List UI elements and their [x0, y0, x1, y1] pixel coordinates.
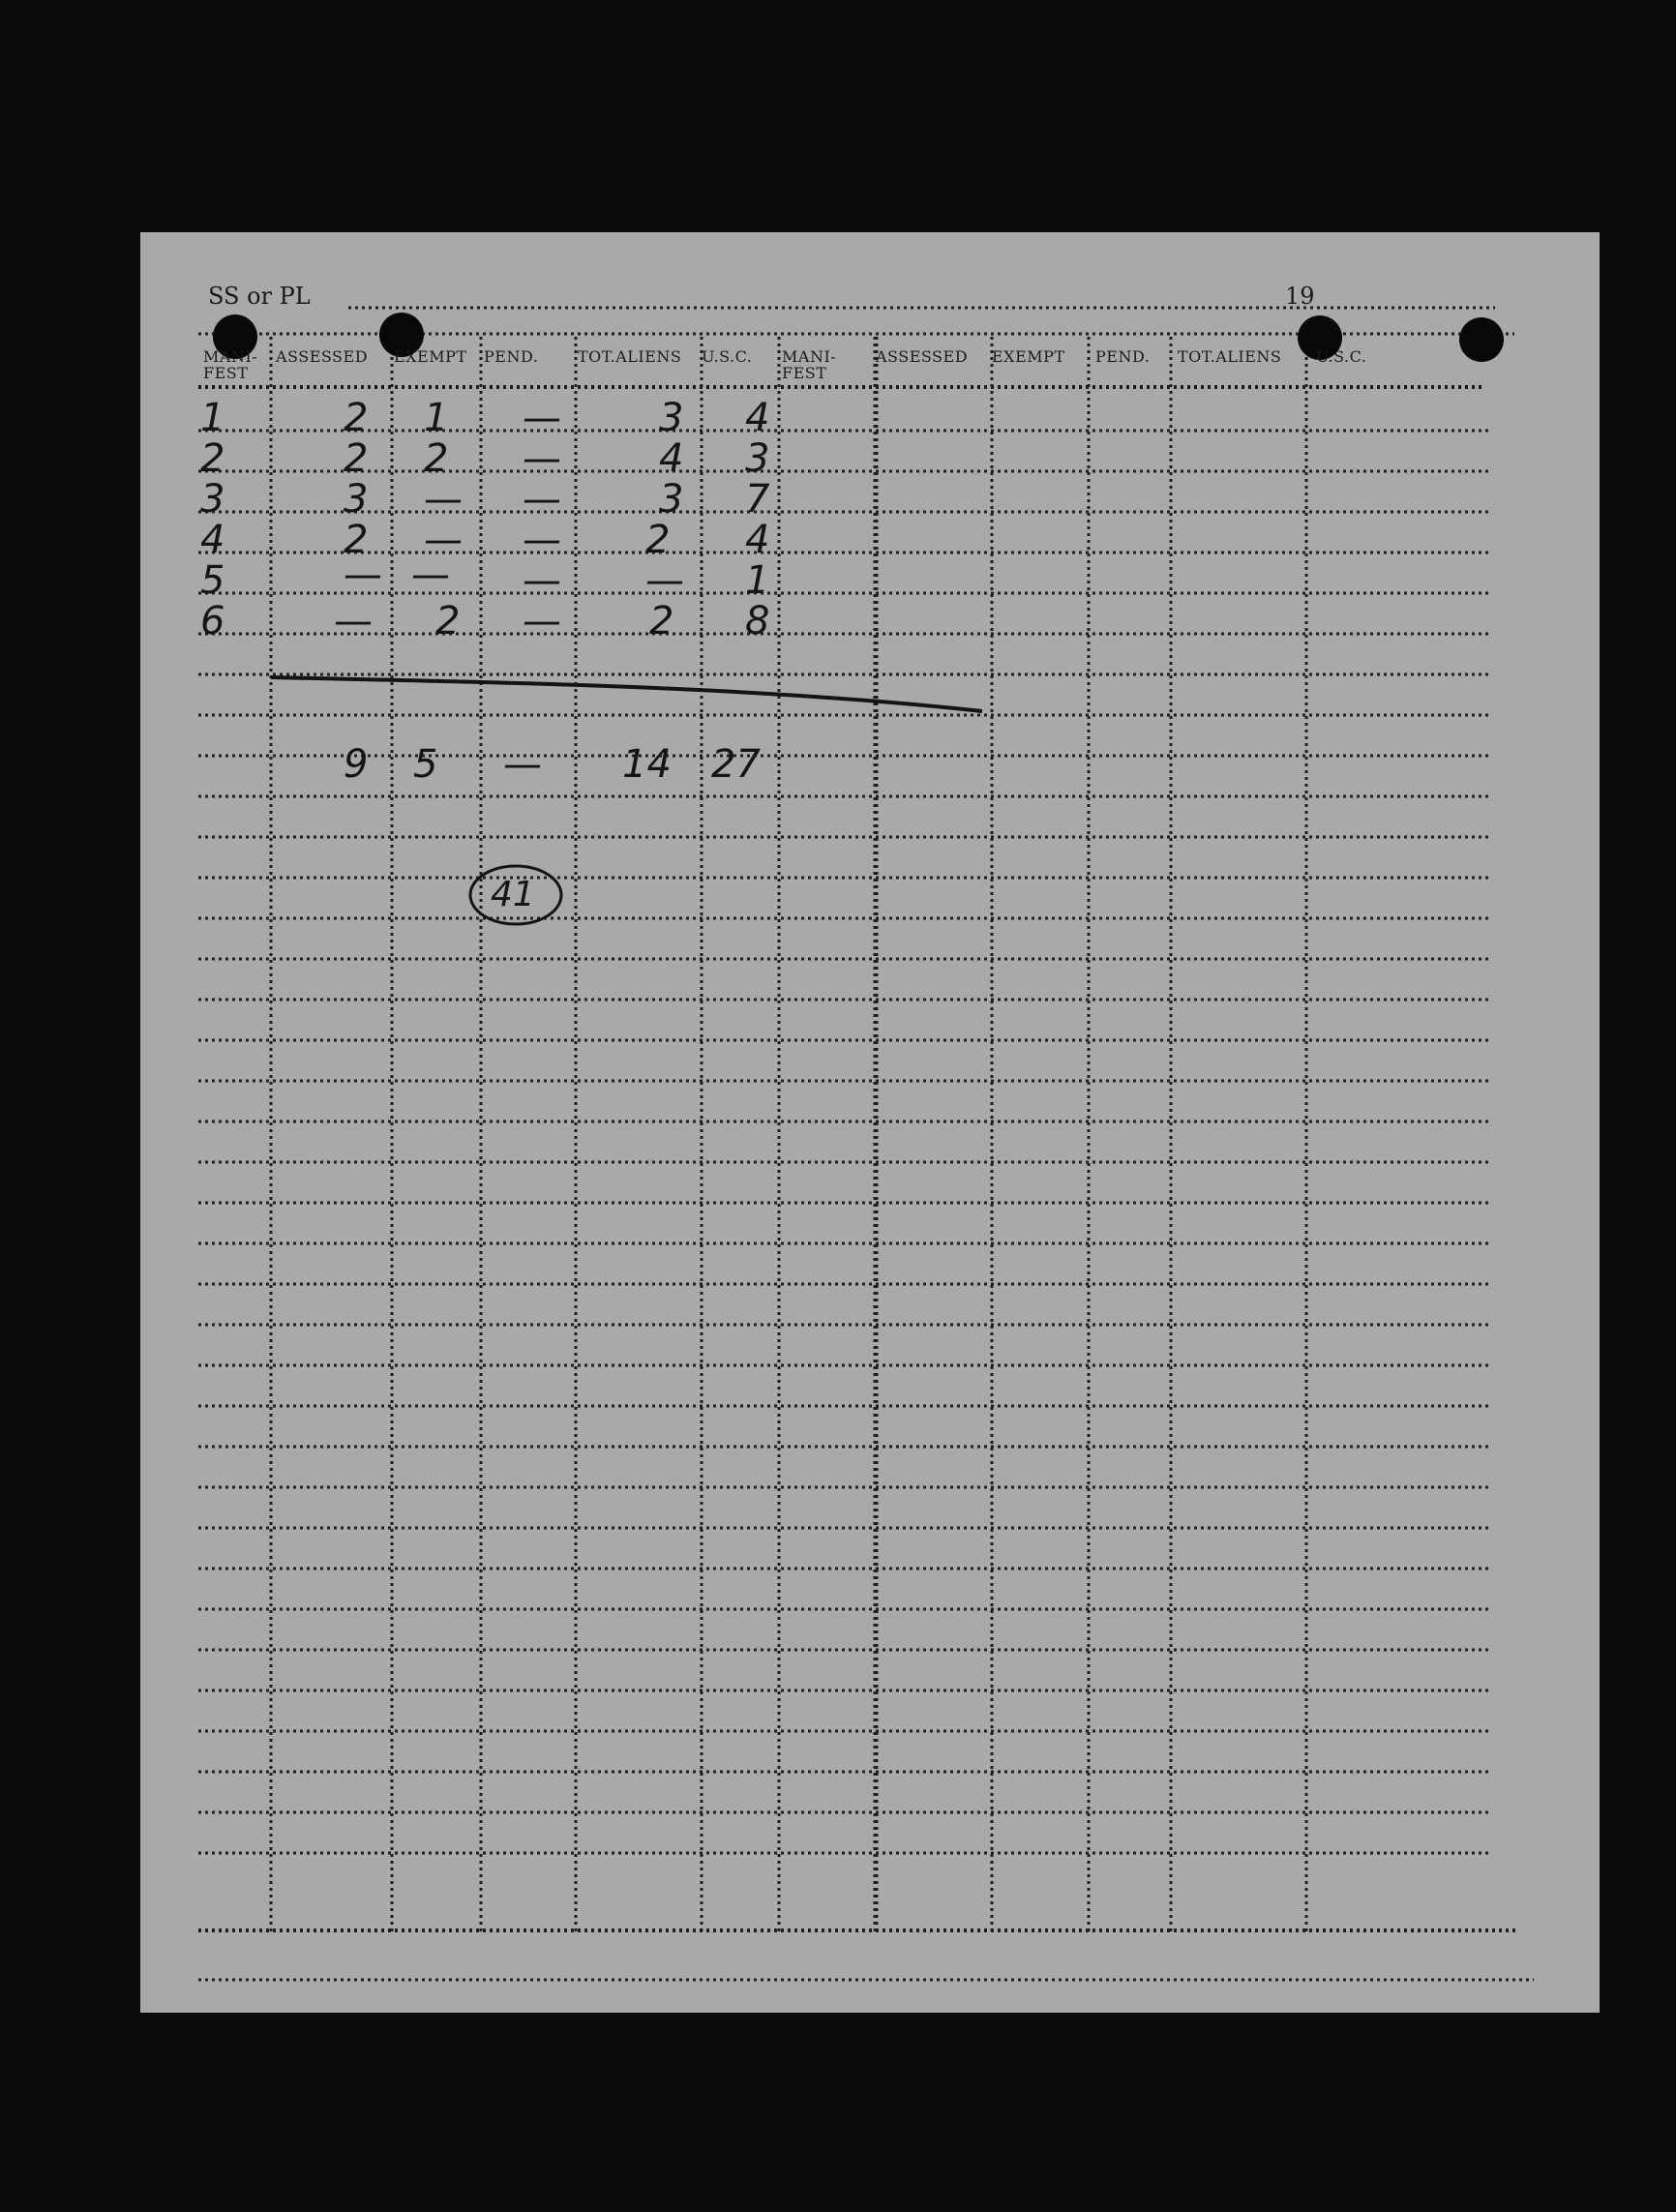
col-header-tot-aliens: TOT.ALIENS: [578, 347, 682, 366]
cell-exempt: —: [424, 518, 463, 562]
cell-usc: 4: [745, 518, 770, 562]
col-header-exempt-2: EXEMPT: [992, 347, 1065, 366]
cell-pend: —: [523, 436, 561, 481]
cell-tot-aliens: —: [645, 558, 684, 603]
cell-manifest: 6: [200, 599, 225, 643]
cell-exempt: 2: [435, 599, 461, 643]
total-usc: 27: [711, 742, 761, 787]
cell-manifest: 5: [200, 558, 225, 603]
cell-tot-aliens: 2: [649, 599, 674, 643]
total-tot-aliens: 14: [622, 742, 672, 787]
cell-exempt: —: [424, 477, 463, 522]
col-header-manifest: MANI- FEST: [203, 347, 258, 382]
circled-total: 41: [491, 875, 535, 914]
cell-assessed: 2: [344, 396, 369, 440]
cell-usc: 7: [745, 477, 770, 522]
cell-usc: 1: [745, 558, 770, 603]
cell-pend: —: [523, 477, 561, 522]
cell-usc: 8: [745, 599, 770, 643]
cell-pend: —: [523, 558, 561, 603]
cell-assessed: —: [344, 553, 382, 597]
cell-tot-aliens: 2: [645, 518, 671, 562]
cell-manifest: 2: [200, 436, 225, 481]
form-sheet: [140, 232, 1600, 2013]
cell-exempt: 2: [424, 436, 449, 481]
cell-usc: 4: [745, 396, 770, 440]
punch-hole: [1459, 317, 1504, 362]
cell-assessed: 3: [344, 477, 369, 522]
cell-assessed: 2: [344, 518, 369, 562]
col-header-usc-2: U.S.C.: [1316, 347, 1367, 366]
cell-tot-aliens: 4: [659, 436, 684, 481]
cell-pend: —: [523, 518, 561, 562]
cell-tot-aliens: 3: [659, 396, 684, 440]
total-pend: —: [503, 742, 542, 787]
cell-manifest: 4: [200, 518, 225, 562]
cell-pend: —: [523, 396, 561, 440]
total-assessed: 9: [344, 742, 369, 787]
cell-pend: —: [523, 599, 561, 643]
col-header-pend-2: PEND.: [1095, 347, 1151, 366]
total-exempt: 5: [413, 742, 438, 787]
cell-exempt: —: [411, 553, 450, 597]
col-header-assessed-2: ASSESSED: [876, 347, 969, 366]
cell-assessed: 2: [344, 436, 369, 481]
cell-usc: 3: [745, 436, 770, 481]
cell-exempt: 1: [424, 396, 449, 440]
cell-tot-aliens: 3: [659, 477, 684, 522]
col-header-usc: U.S.C.: [702, 347, 753, 366]
col-header-tot-aliens-2: TOT.ALIENS: [1178, 347, 1282, 366]
col-header-assessed: ASSESSED: [276, 347, 369, 366]
year-label: 19: [1285, 283, 1315, 310]
cell-assessed: —: [334, 599, 373, 643]
col-header-exempt: EXEMPT: [394, 347, 467, 366]
col-header-pend: PEND.: [484, 347, 539, 366]
cell-manifest: 3: [200, 477, 225, 522]
ship-label: SS or PL: [208, 283, 311, 310]
col-header-manifest-2: MANI- FEST: [782, 347, 837, 382]
cell-manifest: 1: [200, 396, 225, 440]
